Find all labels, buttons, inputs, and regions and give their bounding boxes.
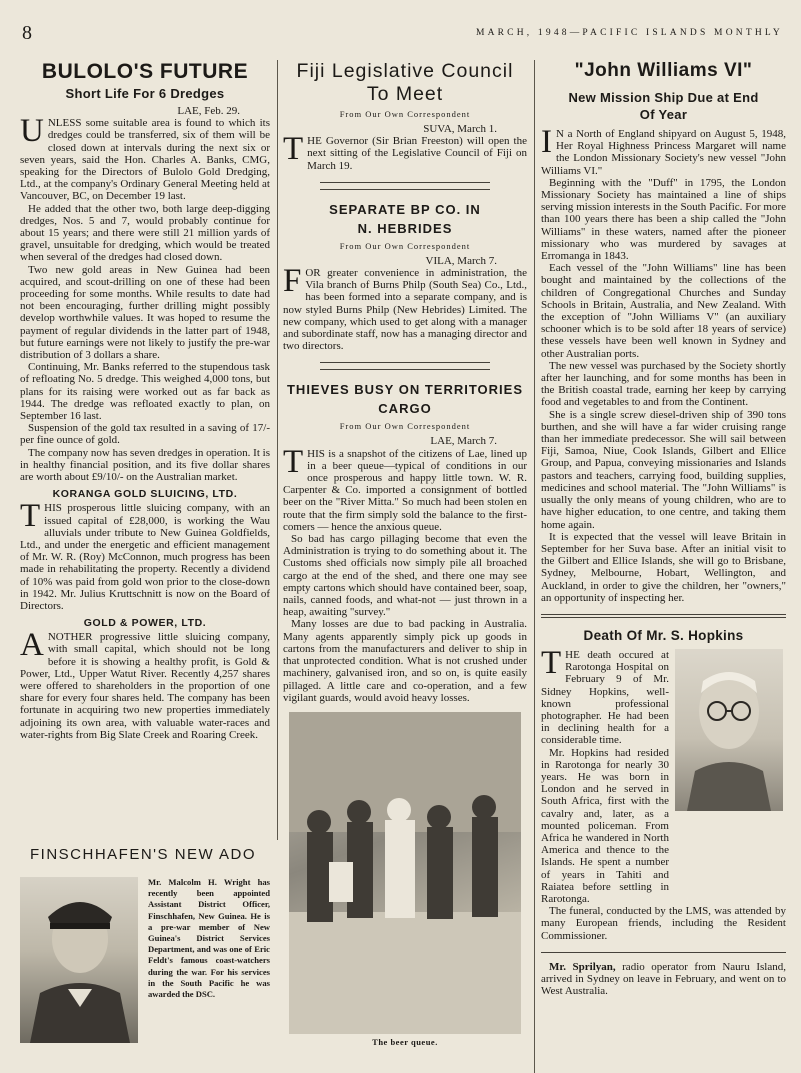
hopkins-headline: Death Of Mr. S. Hopkins xyxy=(583,627,744,643)
bp-text: FOR greater convenience in administration, the Vila branch of Burns Philp (South Sea) Co., Ltd., has been formed into a separate company, and is now styled Burns Philp (New Hebrides) Limited. The new company, which used to get along with a manager and subordinate staff, now has a managing director and two directors. xyxy=(283,263,527,353)
sprilyan-paragraph xyxy=(541,961,786,998)
bp-headline-line2: N. HEBRIDES xyxy=(357,220,453,236)
page-number: 8 xyxy=(22,22,32,44)
bulolo-dateline: LAE, Feb. 29. xyxy=(177,105,240,117)
divider xyxy=(541,614,786,618)
portrait-photo-wright xyxy=(20,877,138,1043)
bulolo-paragraph: UNLESS some suitable area is found to which its dredges could be transferred, six of them will be closed down at intervals during the next six or seven years, said the Hon. Charles A. Banks, CMG, speaking for the Directors of Bulolo Gold Dredging, Ltd., at the company's Ordinary General Meeting held at Vancouver, BC, on December 19 last. xyxy=(20,113,270,203)
finschhafen-text: Mr. Malcolm H. Wright has recently been appointed Assistant District Officer, Finschhafen, New Guinea. He is a pre-war member of New Guinea's District Services Department, and was one of Eric Feldt's famous coast-watchers during the war. For his services in the South Pacific he was awarded the DSC. xyxy=(148,877,270,1000)
williams-subheadline-line2: Of Year xyxy=(639,107,688,122)
divider xyxy=(320,362,491,370)
bp-dateline: VILA, March 7. xyxy=(425,254,497,267)
bulolo-paragraph: Two new gold areas in New Guinea had been acquired, and scout-drilling on one of these had been proceeding for some months. While results to date had not been encouraging, further drilling might possibly develop worthwhile values. It was hoped to resume the payment of regular dividends in the latter part of 1948, but future earnings were not likely to justify the pre-war distribution of 3 dollars a share. xyxy=(20,263,270,362)
williams-paragraph: Each vessel of the "John Williams" line has been bought and maintained by the collections of the children of Congregational Churches and Sunday Schools in Britain, Australia, and New Zealand. With the exception of "John Williams V" (an auxiliary schooner which is to be sold after 18 years of service) these vessels have been well known in Sydney and other Australian ports. xyxy=(541,262,786,360)
bulolo-paragraph: Suspension of the gold tax resulted in a saving of 17/- per fine ounce of gold. xyxy=(20,422,270,447)
column-rule-right xyxy=(534,60,535,1073)
fiji-headline-line1: Fiji Legislative Council xyxy=(296,60,514,82)
bulolo-paragraph: He added that the other two, both large deep-digging dredges, Nos. 5 and 7, would probably continue for about 15 years; and there were still 21 million yards of gravel, unsuitable for dredging, which would be treated when several of the dredges had closed down. xyxy=(20,202,270,264)
fiji-headline-line2: To Meet xyxy=(366,83,444,105)
thieves-paragraph: Many losses are due to bad packing in Australia. Many agents apparently simply pick up goods in cartons from the manufacturers and deliver to ship in that unprotected condition. What is not crushed under machinery, galvanised iron, and so on, is quite easily pillaged. A little care and co-operation, and a few vigilant guards, would avoid heavy losses. xyxy=(283,618,527,704)
koranga-heading: KORANGA GOLD SLUICING, LTD. xyxy=(52,488,238,501)
finschhafen-headline: FINSCHHAFEN'S NEW ADO xyxy=(30,846,257,863)
fiji-dateline: SUVA, March 1. xyxy=(423,123,497,135)
column-rule-left xyxy=(277,60,278,840)
masthead: MARCH, 1948—PACIFIC ISLANDS MONTHLY xyxy=(475,28,783,38)
williams-paragraph: IN a North of England shipyard on August 5, 1948, Her Royal Highness Princess Margaret will name the London Missionary Society's new vessel "John Williams VI." xyxy=(541,124,786,177)
bulolo-paragraph: Continuing, Mr. Banks referred to the stupendous task of refloating No. 5 dredge. This weighed 4,000 tons, but plans for its raising were worked out as far back as 1944. The dredge was refloated exactly to plan, on September 16 last. xyxy=(20,361,270,423)
thieves-paragraph: THIS is a snapshot of the citizens of Lae, lined up in a beer queue—typical of conditions in our once prosperous and happy little town. W. R. Carpenter & Co. imported a consignment of bottled beer on the "River Mitta." So much had been stolen en route that the firm simply sold the balance to the first-comers — hence the anxious queue. xyxy=(283,443,527,533)
bp-byline: From Our Own Correspondent xyxy=(339,240,471,251)
thieves-headline-line1: THIEVES BUSY ON TERRITORIES xyxy=(286,382,523,398)
column-middle xyxy=(283,60,527,1073)
hopkins-paragraph: THE death occured at Rarotonga Hospital on February 9 of Mr. Sidney Hopkins, well-known professional photographer. He had been in declining health for a considerable time. xyxy=(541,644,669,747)
column-right xyxy=(541,60,786,1073)
divider xyxy=(541,952,786,953)
hopkins-paragraph: The funeral, conducted by the LMS, was attended by many European friends, including the Resident Commissioner. xyxy=(541,905,786,942)
thieves-byline: From Our Own Correspondent xyxy=(339,421,471,432)
thieves-paragraph: So bad has cargo pillaging become that even the Administration is trying to do something about it. The Customs shed officials now simply pile all broached cargo at the end of the shed, and there one may see empty cartons which should have contained beer, soap, nails, canned foods, and what-not — just thrown in a heap, awaiting "survey." xyxy=(283,533,527,619)
sprilyan-name: Mr. Sprilyan, xyxy=(549,960,616,973)
gold-power-heading: GOLD & POWER, LTD. xyxy=(83,617,207,630)
williams-headline: "John Williams VI" xyxy=(574,60,753,81)
bulolo-subheadline: Short Life For 6 Dredges xyxy=(65,86,225,101)
beer-queue-photo xyxy=(289,712,521,1034)
portrait-figure-icon xyxy=(675,649,783,811)
bulolo-paragraph: The company now has seven dredges in operation. It is in healthy financial position, and its five dollar shares are worth about £9/10/- on the Australian market. xyxy=(20,446,270,484)
bulolo-headline: BULOLO'S FUTURE xyxy=(41,60,249,83)
fiji-byline: From Our Own Correspondent xyxy=(339,109,471,119)
portrait-photo-hopkins xyxy=(675,649,783,811)
finschhafen-box xyxy=(20,846,270,1073)
sprilyan-text: radio operator from Nauru Island, arrived in Sydney on leave in February, and went on to West Australia. xyxy=(541,960,786,998)
hopkins-paragraph: Mr. Hopkins had resided in Rarotonga for nearly 30 years. He was born in London and he served in South Africa, first with the cavalry and, later, as a mounted policeman. From Africa he wandered in North America and thence to the Islands. He spent a number of years in Tahiti and Raiatea before settling in Rarotonga. xyxy=(541,746,669,905)
williams-subheadline-line1: New Mission Ship Due at End xyxy=(568,90,759,105)
thieves-headline-line2: CARGO xyxy=(378,401,432,417)
williams-paragraph: It is expected that the vessel will leave Britain in September for her Suva base. After an initial visit to the Gilbert and Ellice Islands, she will go to Brisbane, Sydney, Melbourne, Hobart, Wellington, and Auckland, in order to give the children, her "owners," an opportunity of inspecting her. xyxy=(541,530,786,604)
thieves-dateline: LAE, March 7. xyxy=(430,435,497,448)
photo-caption: The beer queue. xyxy=(372,1036,438,1047)
crowd-scene-icon xyxy=(289,712,521,1034)
portrait-figure-icon xyxy=(20,877,138,1043)
bp-headline-line1: SEPARATE BP CO. IN xyxy=(329,201,481,217)
gold-power-text: ANOTHER progressive little sluicing company, with small capital, which should not be long before it is showing a healthy profit, is Gold & Power, Ltd., Upper Watut River. Recently 4,257 shares were offered to shareholders in the proportion of one share for every four shares held. The company has been fortunate in acquiring two new properties immediately adjoining its own area, with valuable water-races and water-rights from Big Slate Creek and Roaring Creek. xyxy=(20,627,270,741)
divider xyxy=(320,182,491,190)
fiji-text: THE Governor (Sir Brian Freeston) will open the next sitting of the Legislative Council of Fiji on March 19. xyxy=(283,131,527,172)
page-header xyxy=(18,22,783,44)
koranga-text: THIS prosperous little sluicing company, with an issued capital of £28,000, is working the Wau alluvials under tribute to New Guinea Goldfields, Ltd., and under the energetic and efficient management of Mr. W. R. (Roy) McConnon, much progress has been made in rehabilitating the property. Recently a dividend of 10% was paid from gold won prior to the close-down in 1942. Mr. Julius Kruttschnitt is now on the Board of Directors. xyxy=(20,498,270,612)
williams-paragraph: Beginning with the "Duff" in 1795, the London Missionary Society has maintained a line of ships serving mission interests in the South Pacific. For more than 100 years there has been a ship called the "John Williams" in these waters, named after the pioneer missionary who was murdered by savages at Erromanga in 1843. xyxy=(541,176,786,263)
williams-paragraph: The new vessel was purchased by the Society shortly after her launching, and for some months has been in the British coastal trade, earning her keep by carrying food and vegetables to and from the Continent. xyxy=(541,359,786,409)
column-left xyxy=(20,60,270,860)
williams-paragraph: She is a single screw diesel-driven ship of 390 tons burthen, and she will have a far wider cruising range than her immediate predecessor. She will sail between Fiji, Samoa, Niue, Cook Islands, Gilbert and Ellice Group, and Papua, conveying missionaries and Islands pastors and teachers, carrying food, building supplies, medicines and school material. The "John Williams" is usually the only means of young children, who are to have higher education, to one centre, and taking them home again. xyxy=(541,408,786,531)
